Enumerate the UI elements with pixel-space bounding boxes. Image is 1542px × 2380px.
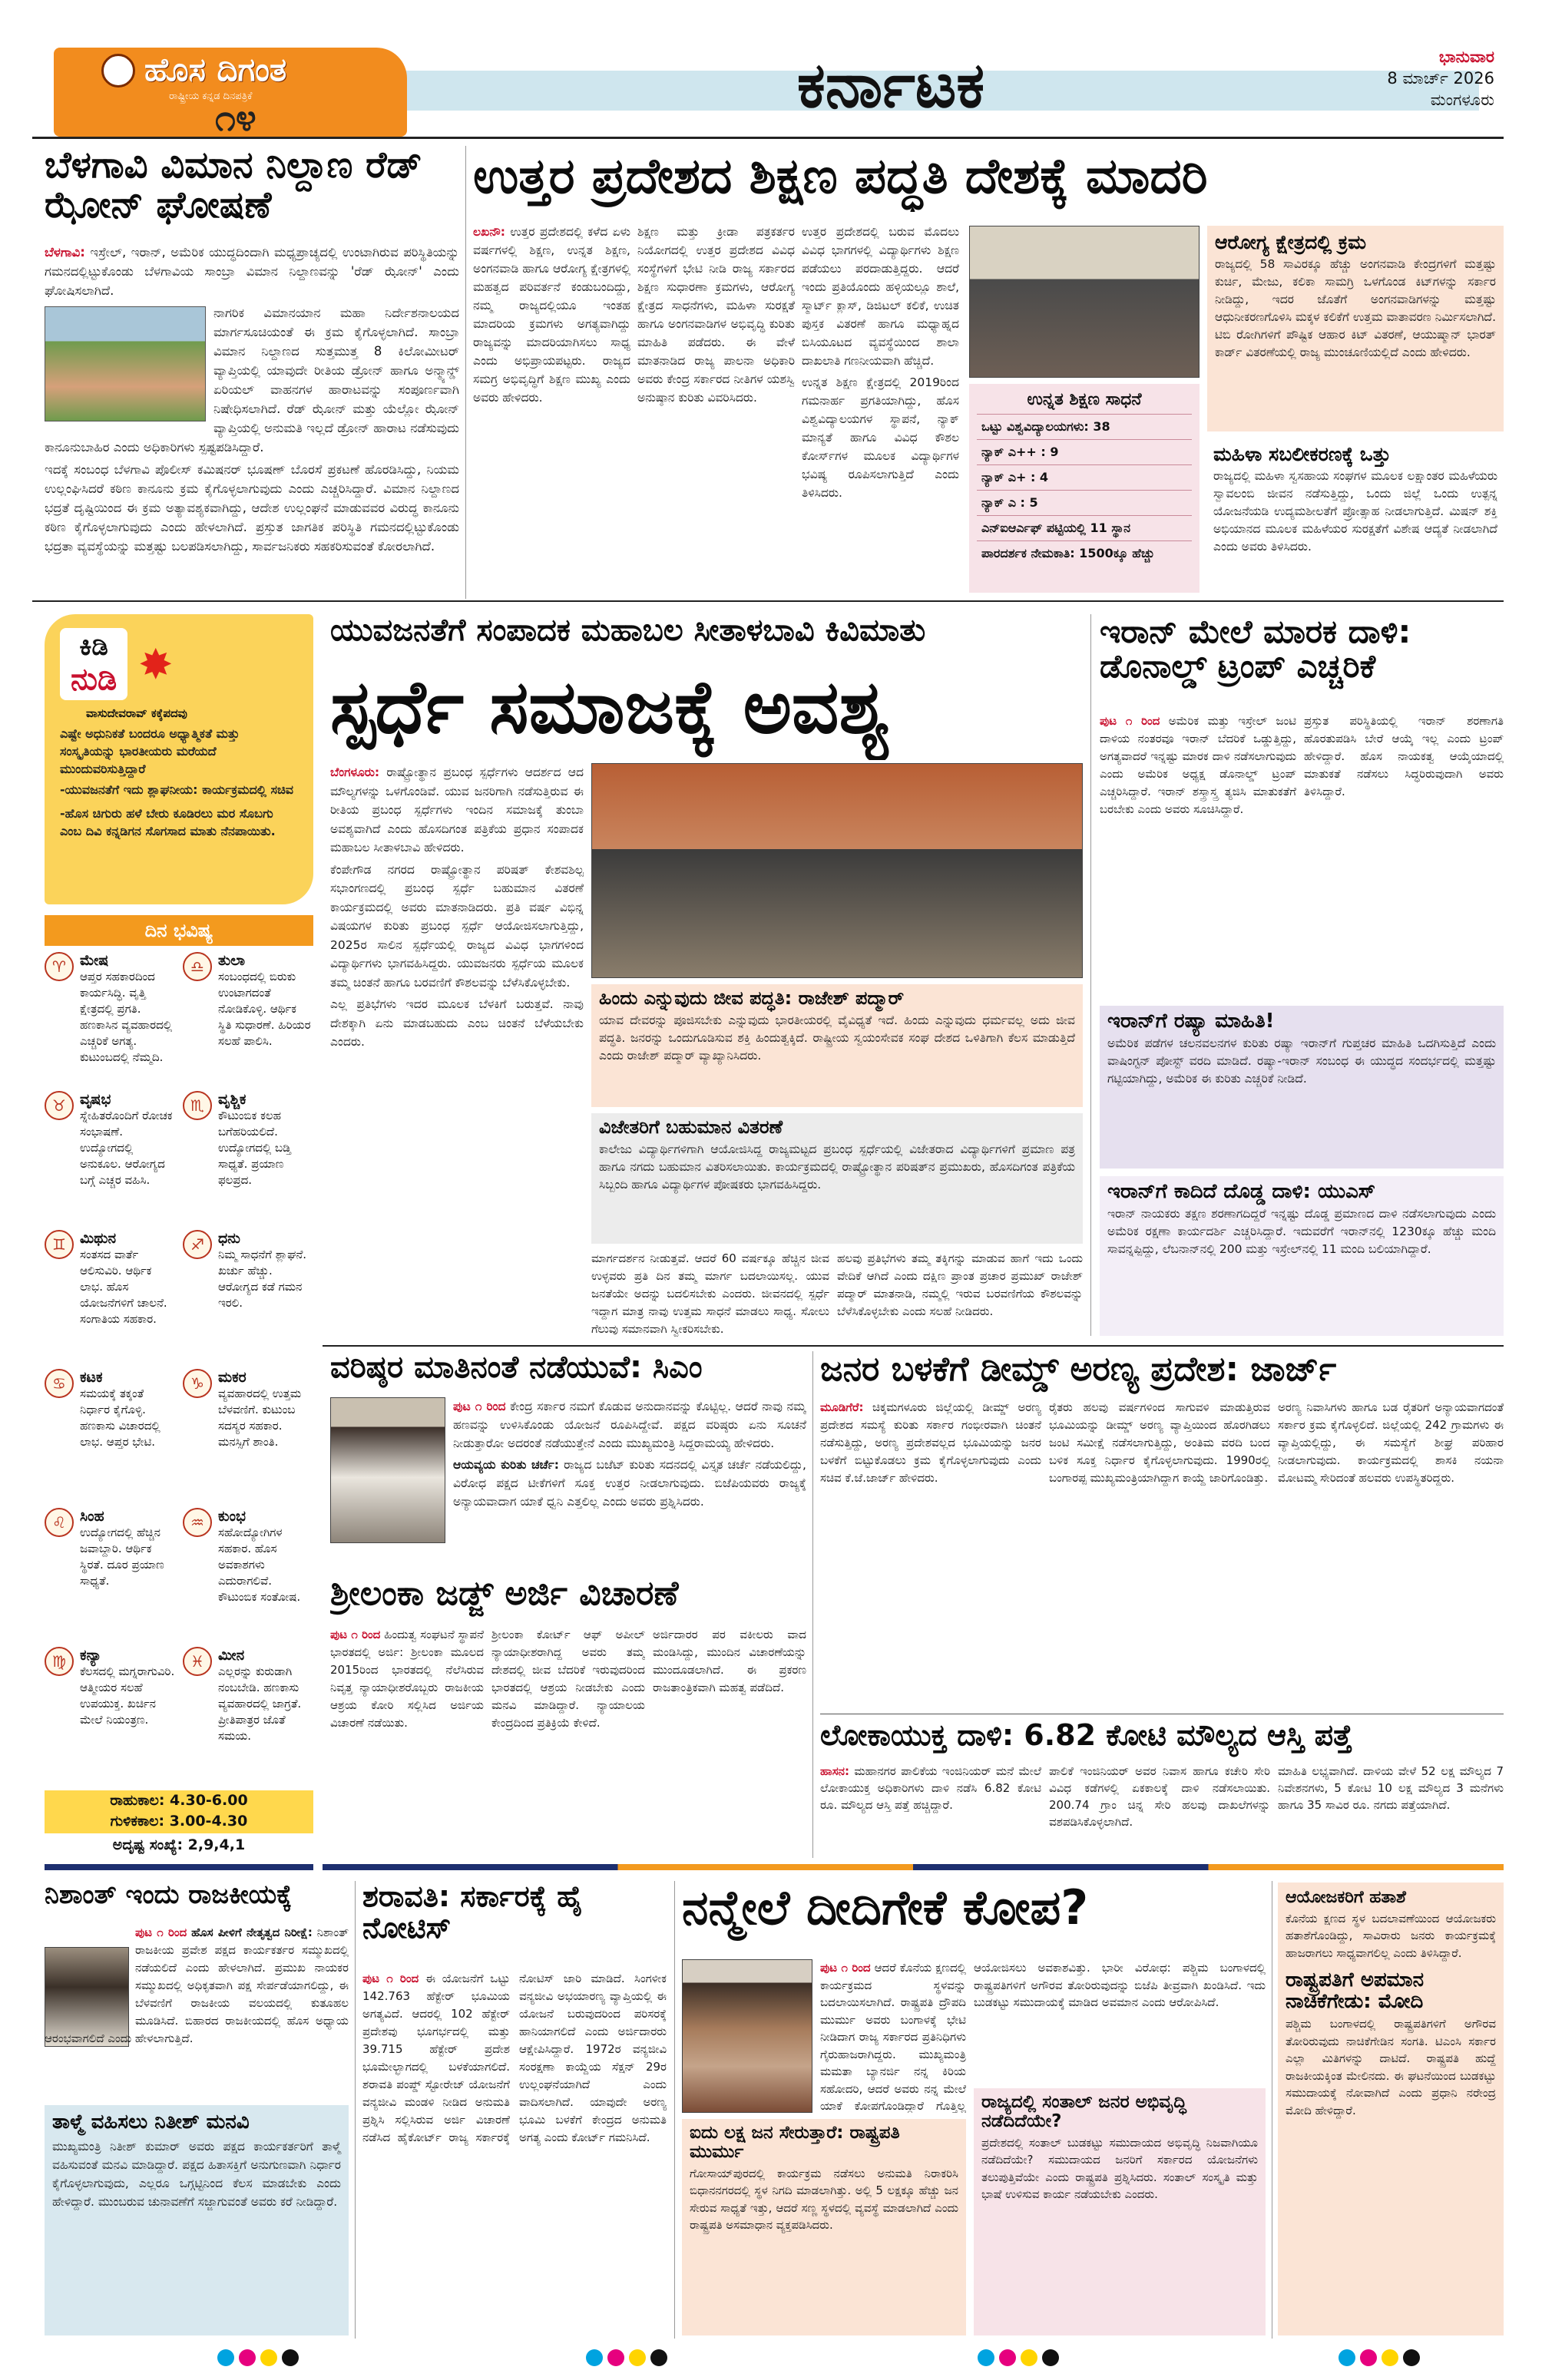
horoscope-sign	[45, 1647, 175, 1786]
up-delegation-photo	[969, 226, 1200, 378]
sparde-c1b: ಕೆಂಪೇಗೌಡ ನಗರದ ರಾಷ್ಟ್ರೋತ್ಥಾನ ಪರಿಷತ್ ಕೇಶವಶಿಲ್ಪ ಸಭಾಂಗಣದಲ್ಲಿ ಪ್ರಬಂಧ ಸ್ಪರ್ಧೆ ಬಹುಮಾನ ವಿತರಣೆ ಕಾರ್ಯಕ್ರಮದಲ್ಲಿ ಅವರು ಮಾತನಾಡಿದರು. ಪ್ರತಿ ವರ್ಷ ವಿಭಿನ್ನ ವಿಷಯಗಳ ಕುರಿತು ಪ್ರಬಂಧ ಸ್ಪರ್ಧೆ ಆಯೋಜಿಸಲಾಗುತ್ತಿದ್ದು, 2025ರ ಸಾಲಿನ ಸ್ಪರ್ಧೆಯಲ್ಲಿ ರಾಜ್ಯದ ವಿವಿಧ ಭಾಗಗಳಿಂದ ವಿದ್ಯಾರ್ಥಿಗಳು ಭಾಗವಹಿಸಿದ್ದರು. ಯುವಜನರು ಸ್ಪರ್ಧೆಯ ಮೂಲಕ ತಮ್ಮ ಚಿಂತನೆ ಹಾಗೂ ಬರವಣಿಗೆ ಕೌಶಲವನ್ನು ಬೆಳೆಸಿಕೊಳ್ಳಬೇಕು.	[330, 862, 584, 990]
up-stats-list	[977, 414, 1192, 566]
forest-col2: ರೈತರು ಹಲವು ವರ್ಷಗಳಿಂದ ಸಾಗುವಳಿ ಮಾಡುತ್ತಿರುವ ಭೂಮಿಯನ್ನು ಡೀಮ್ಡ್ ಅರಣ್ಯ ವ್ಯಾಪ್ತಿಯಿಂದ ಹೊರಗಿಡಲು ಜಂಟಿ ಸಮೀಕ್ಷೆ ನಡೆಸಲಾಗುತ್ತಿದ್ದು, ಅಂತಿಮ ವರದಿ ಬಂದ ಬಳಿಕ ಸೂಕ್ತ ನಿರ್ಧಾರ ಕೈಗೊಳ್ಳಲಾಗುವುದು. 1990ರಲ್ಲಿ ಬಂಗಾರಪ್ಪ ಮುಖ್ಯಮಂತ್ರಿಯಾಗಿದ್ದಾಗ ಕಾಯ್ದೆ ಜಾರಿಗೊಂಡಿತ್ತು.	[1049, 1400, 1270, 1485]
sign-name: ವೃಷಭ	[80, 1091, 111, 1108]
iran-c2: ಪ್ರಸ್ತುತ ಪರಿಸ್ಥಿತಿಯಲ್ಲಿ ಇರಾನ್ ಶರಣಾಗತಿ ಹೊರತುಪಡಿಸಿ ಬೇರೆ ಆಯ್ಕೆ ಇಲ್ಲ ಎಂದು ಟ್ರಂಪ್ ಹೇಳಿದ್ದಾರೆ. ಹೊಸ ನಾಯಕತ್ವ ಆಯ್ಕೆಯಾದಲ್ಲಿ ಮಾತುಕತೆ ನಡೆಸಲು ಸಿದ್ಧರಿರುವುದಾಗಿ ಅವರು ತಿಳಿಸಿದ್ದಾರೆ.	[1304, 714, 1504, 798]
sign-text: ಕೌಟುಂಬಿಕ ಕಲಹ ಬಗೆಹರಿಯಲಿದೆ. ಉದ್ಯೋಗದಲ್ಲಿ ಬಡ್ತಿ ಸಾಧ್ಯತೆ. ಪ್ರಯಾಣ ಫಲಪ್ರದ.	[218, 1109, 291, 1187]
kopa-col1	[820, 1959, 966, 2113]
health-body: ರಾಜ್ಯದಲ್ಲಿ 58 ಸಾವಿರಕ್ಕೂ ಹೆಚ್ಚು ಅಂಗನವಾಡಿ ಕೇಂದ್ರಗಳಿಗೆ ಮತ್ತಷ್ಟು ಕುರ್ಚಿ, ಮೇಜು, ಕಲಿಕಾ ಸಾಮಗ್ರಿ ಒಳಗೊಂಡ ಕಿಟ್‌ಗಳನ್ನು ಸರ್ಕಾರ ನೀಡಿದ್ದು, ಇದರ ಜೊತೆಗೆ ಅಂಗನವಾಡಿಗಳನ್ನು ಮತ್ತಷ್ಟು ಆಧುನೀಕರಣಗೊಳಿಸಿ ಮಕ್ಕಳ ಕಲಿಕೆಗೆ ಉತ್ತಮ ವಾತಾವರಣ ನಿರ್ಮಿಸಲಾಗಿದೆ. ಟಿಬಿ ರೋಗಿಗಳಿಗೆ ಪೌಷ್ಟಿಕ ಆಹಾರ ಕಿಟ್ ವಿತರಣೆ, ಆಯುಷ್ಮಾನ್ ಭಾರತ್ ಕಾರ್ಡ್ ವಿತರಣೆಯಲ್ಲಿ ರಾಜ್ಯ ಮುಂಚೂಣಿಯಲ್ಲಿದೆ ಎಂದು ಹೇಳಿದರು.	[1215, 257, 1496, 359]
horoscope-sign	[45, 1091, 175, 1230]
up-c1: ಉತ್ತರ ಪ್ರದೇಶದಲ್ಲಿ ಕಳೆದ ಏಳು ವರ್ಷಗಳಲ್ಲಿ ಶಿಕ್ಷಣ, ಉನ್ನತ ಶಿಕ್ಷಣ, ಅಂಗನವಾಡಿ ಹಾಗೂ ಆರೋಗ್ಯ ಕ್ಷೇತ್ರಗಳಲ್ಲಿ ಮಹತ್ವದ ಪರಿವರ್ತನೆ ಕಂಡುಬಂದಿದ್ದು, ನಮ್ಮ ರಾಜ್ಯದಲ್ಲಿಯೂ ಇಂತಹ ಮಾದರಿಯ ಕ್ರಮಗಳು ಅಗತ್ಯವಾಗಿದ್ದು ರಾಜ್ಯವನ್ನು ಮಾದರಿಯಾಗಿಸಲು ಸಾಧ್ಯ ಎಂದು ಅಭಿಪ್ರಾಯಪಟ್ಟರು. ರಾಜ್ಯದ ಸಮಗ್ರ ಅಭಿವೃದ್ಧಿಗೆ ಶಿಕ್ಷಣ ಮುಖ್ಯ ಎಂದು ಅವರು ಹೇಳಿದರು.	[473, 225, 630, 405]
iran-c1: ಅಮೆರಿಕ ಮತ್ತು ಇಸ್ರೇಲ್ ಜಂಟಿ ದಾಳಿಯ ನಂತರವೂ ಇರಾನ್ ಬೆದರಿಕೆ ಒಡ್ಡುತ್ತಿದ್ದು, ಅಗತ್ಯವಾದರೆ ಇನ್ನಷ್ಟು ಮಾರಕ ದಾಳಿ ನಡೆಸಲಾಗುವುದು ಎಂದು ಅಮೆರಿಕ ಅಧ್ಯಕ್ಷ ಡೊನಾಲ್ಡ್ ಟ್ರಂಪ್ ಎಚ್ಚರಿಸಿದ್ದಾರೆ. ಇರಾನ್ ಶಸ್ತ್ರಾಸ್ತ್ರ ತ್ಯಜಿಸಿ ಮಾತುಕತೆಗೆ ಬರಬೇಕು ಎಂದು ಅವರು ಸೂಚಿಸಿದ್ದಾರೆ.	[1100, 714, 1296, 816]
sharavathi-body: ಈ ಯೋಜನೆಗೆ ಒಟ್ಟು 142.763 ಹೆಕ್ಟೇರ್ ಭೂಮಿಯ ಅಗತ್ಯವಿದೆ. ಆದರಲ್ಲಿ 102 ಹೆಕ್ಟೇರ್ ಪ್ರದೇಶವು ಭೂಗರ್ಭದಲ್ಲಿ ಮತ್ತು 39.715 ಹೆಕ್ಟೇರ್ ಪ್ರದೇಶ ಭೂಮೇಲ್ಭಾಗದಲ್ಲಿ ಬಳಕೆಯಾಗಲಿದೆ. ಶರಾವತಿ ಪಂಪ್ಡ್ ಸ್ಟೋರೇಜ್ ಯೋಜನೆಗೆ ವನ್ಯಜೀವಿ ಮಂಡಳಿ ನೀಡಿದ ಅನುಮತಿ ಪ್ರಶ್ನಿಸಿ ಸಲ್ಲಿಸಿರುವ ಅರ್ಜಿ ವಿಚಾರಣೆ ನಡೆಸಿದ ಹೈಕೋರ್ಟ್ ರಾಜ್ಯ ಸರ್ಕಾರಕ್ಕೆ ನೋಟಿಸ್ ಜಾರಿ ಮಾಡಿದೆ. ಸಿಂಗಳೀಕ ವನ್ಯಜೀವಿ ಅಭಯಾರಣ್ಯ ವ್ಯಾಪ್ತಿಯಲ್ಲಿ ಈ ಯೋಜನೆ ಬರುವುದರಿಂದ ಪರಿಸರಕ್ಕೆ ಹಾನಿಯಾಗಲಿದೆ ಎಂದು ಅರ್ಜಿದಾರರು ಆಕ್ಷೇಪಿಸಿದ್ದಾರೆ. 1972ರ ವನ್ಯಜೀವಿ ಸಂರಕ್ಷಣಾ ಕಾಯ್ದೆಯ ಸೆಕ್ಷನ್ 29ರ ಉಲ್ಲಂಘನೆಯಾಗಿದೆ ಎಂದು ವಾದಿಸಲಾಗಿದೆ. ಯಾವುದೇ ಅರಣ್ಯ ಭೂಮಿ ಬಳಕೆಗೆ ಕೇಂದ್ರದ ಅನುಮತಿ ಅಗತ್ಯ ಎಂದು ಕೋರ್ಟ್ ಗಮನಿಸಿದೆ.	[362, 1972, 667, 2144]
up-stats-box	[969, 384, 1200, 593]
organiser-title1: ಆಯೋಜಕರಿಗೆ ಹತಾಶೆ	[1286, 1888, 1406, 1907]
iran-russia-box	[1100, 1006, 1504, 1169]
registration-dot	[1403, 2349, 1420, 2366]
cm-body2: ರಾಜ್ಯದ ಬಜೆಟ್ ಕುರಿತು ಸದನದಲ್ಲಿ ವಿಸ್ತೃತ ಚರ್ಚೆ ನಡೆಯಲಿದ್ದು, ವಿರೋಧ ಪಕ್ಷದ ಟೀಕೆಗಳಿಗೆ ಸೂಕ್ತ ಉತ್ತರ ನೀಡಲಾಗುವುದು. ಬಿಜೆಪಿಯವರು ರಾಜ್ಯಕ್ಕೆ ಅನ್ಯಾಯವಾದಾಗ ಯಾಕೆ ಧ್ವನಿ ಎತ್ತಲಿಲ್ಲ ಎಂದು ಅವರು ಪ್ರಶ್ನಿಸಿದರು.	[453, 1458, 806, 1509]
up-c2: ಶಿಕ್ಷಣ ಮತ್ತು ಕ್ರೀಡಾ ಪತ್ರಕರ್ತರ ನಿಯೋಗದಲ್ಲಿ ಉತ್ತರ ಪ್ರದೇಶದ ವಿವಿಧ ಸಂಸ್ಥೆಗಳಿಗೆ ಭೇಟಿ ನೀಡಿ ರಾಜ್ಯ ಸರ್ಕಾರದ ಶಿಕ್ಷಣ ಸುಧಾರಣಾ ಕ್ರಮಗಳು, ಆರೋಗ್ಯ ಕ್ಷೇತ್ರದ ಸಾಧನೆಗಳು, ಮಹಿಳಾ ಸುರಕ್ಷತೆ ಹಾಗೂ ಅಂಗನವಾಡಿಗಳ ಅಭಿವೃದ್ಧಿ ಕುರಿತು ಮಾಹಿತಿ ಪಡೆದರು. ಈ ವೇಳೆ ಮಾತನಾಡಿದ ರಾಜ್ಯ ಪಾಲನಾ ಅಧಿಕಾರಿ ಅವರು ಕೇಂದ್ರ ಸರ್ಕಾರದ ನೀತಿಗಳ ಯಶಸ್ವಿ ಅನುಷ್ಠಾನ ಕುರಿತು ವಿವರಿಸಿದರು.	[637, 225, 795, 405]
zodiac-icon: ♌	[45, 1508, 74, 1537]
registration-dot	[1382, 2349, 1398, 2366]
cm-headline: ವರಿಷ್ಠರ ಮಾತಿನಂತೆ ನಡೆಯುವೆ: ಸಿಎಂ	[330, 1351, 703, 1385]
sparde-c1: ರಾಷ್ಟ್ರೋತ್ಥಾನ ಪ್ರಬಂಧ ಸ್ಪರ್ಧೆಗಳು ಆದರ್ಶದ ಆದ ಮೌಲ್ಯಗಳನ್ನು ಒಳಗೊಂಡಿವೆ. ಯುವ ಜನರಿಗಾಗಿ ನಡೆಸುತ್ತಿರುವ ಈ ರೀತಿಯ ಪ್ರಬಂಧ ಸ್ಪರ್ಧೆಗಳು ಇಂದಿನ ಸಮಾಜಕ್ಕೆ ತುಂಬಾ ಅವಶ್ಯವಾಗಿದೆ ಎಂದು ಹೊಸದಿಗಂತ ಪತ್ರಿಕೆಯ ಪ್ರಧಾನ ಸಂಪಾದಕ ಮಹಾಬಲ ಸೀತಾಳಬಾವಿ ಹೇಳಿದರು.	[330, 765, 584, 854]
kidi-title-top: ಕಿಡಿ	[79, 631, 108, 662]
up-stat-item: ಒಟ್ಟು ವಿಶ್ವವಿದ್ಯಾಲಯಗಳು: 38	[977, 414, 1192, 439]
nishanth-body: ನಿಶಾಂತ್ ರಾಜಕೀಯ ಪ್ರವೇಶ ಪಕ್ಷದ ಕಾರ್ಯಕರ್ತರ ಸಮ್ಮುಖದಲ್ಲಿ ನಡೆಯಲಿದೆ ಎಂದು ಹೇಳಲಾಗಿದೆ. ಪ್ರಮುಖ ನಾಯಕರ ಸಮ್ಮುಖದಲ್ಲಿ ಅಧಿಕೃತವಾಗಿ ಪಕ್ಷ ಸೇರ್ಪಡೆಯಾಗಲಿದ್ದು, ಈ ಬೆಳವಣಿಗೆ ರಾಜಕೀಯ ವಲಯದಲ್ಲಿ ಕುತೂಹಲ ಮೂಡಿಸಿದೆ. ಬಿಹಾರದ ರಾಜಕೀಯದಲ್ಲಿ ಹೊಸ ಅಧ್ಯಾಯ ಆರಂಭವಾಗಲಿದೆ ಎಂದು ಹೇಳಲಾಗುತ್ತಿದೆ.	[45, 1925, 349, 2045]
registration-dot	[1042, 2349, 1059, 2366]
forest-dateline: ಮೂಡಿಗೆರೆ:	[820, 1400, 864, 1414]
logo-subtitle: ರಾಷ್ಟ್ರೀಯ ಕನ್ನಡ ದಿನಪತ್ರಿಕೆ	[169, 91, 253, 102]
sign-name: ಮಿಥುನ	[80, 1230, 117, 1247]
city: ಮಂಗಳೂರು	[1430, 91, 1494, 109]
horoscope-sign	[45, 1369, 175, 1508]
forest-headline: ಜನರ ಬಳಕೆಗೆ ಡೀಮ್ಡ್ ಅರಣ್ಯ ಪ್ರದೇಶ: ಜಾರ್ಜ್	[820, 1351, 1337, 1389]
section-colorbar-left	[45, 1864, 313, 1870]
horoscope-grid	[45, 952, 313, 1786]
horoscope-sign	[183, 1508, 313, 1647]
masthead-rule	[32, 137, 1504, 139]
nishanth-pti-mark: ಪುಟ ೧ ರಿಂದ	[135, 1925, 187, 1939]
vertical-divider-sharavathi	[355, 1881, 356, 2339]
sign-name: ತುಲಾ	[218, 952, 246, 969]
organiser-body2: ಪಶ್ಚಿಮ ಬಂಗಾಳದಲ್ಲಿ ರಾಷ್ಟ್ರಪತಿಗಳಿಗೆ ಅಗೌರವ ತೋರಿರುವುದು ನಾಚಿಕೆಗೇಡಿನ ಸಂಗತಿ. ಟಿಎಂಸಿ ಸರ್ಕಾರ ಎಲ್ಲಾ ಮಿತಿಗಳನ್ನು ದಾಟಿದೆ. ರಾಷ್ಟ್ರಪತಿ ಹುದ್ದೆ ರಾಜಕೀಯಕ್ಕಿಂತ ಮೇಲಿನದು. ಈ ಘಟನೆಯಿಂದ ಬುಡಕಟ್ಟು ಸಮುದಾಯಕ್ಕೆ ನೋವಾಗಿದೆ ಎಂದು ಪ್ರಧಾನಿ ನರೇಂದ್ರ ಮೋದಿ ಹೇಳಿದ್ದಾರೆ.	[1286, 2017, 1496, 2117]
rahukala: ರಾಹುಕಾಲ: 4.30-6.00	[110, 1792, 248, 1809]
up-headline: ಉತ್ತರ ಪ್ರದೇಶದ ಶಿಕ್ಷಣ ಪದ್ಧತಿ ದೇಶಕ್ಕೆ ಮಾದರಿ	[473, 150, 1208, 205]
belagavi-dateline: ಬೆಳಗಾವಿ:	[45, 245, 85, 259]
horoscope-sign	[183, 1230, 313, 1369]
president-photo	[682, 1959, 812, 2113]
health-headline: ಆರೋಗ್ಯ ಕ್ಷೇತ್ರದಲ್ಲಿ ಕ್ರಮ	[1215, 231, 1367, 253]
sign-text: ಸಮಯಕ್ಕೆ ತಕ್ಕಂತೆ ನಿರ್ಧಾರ ಕೈಗೊಳ್ಳಿ. ಹಣಕಾಸು ವಿಚಾರದಲ್ಲಿ ಲಾಭ. ಆಪ್ತರ ಭೇಟಿ.	[80, 1387, 160, 1449]
horoscope-sign	[45, 952, 175, 1091]
kopa-sub1-body: ಗೋಸಾಯ್‌ಪುರದಲ್ಲಿ ಕಾರ್ಯಕ್ರಮ ನಡೆಸಲು ಅನುಮತಿ ನಿರಾಕರಿಸಿ ಬಿಧಾನನಗರದಲ್ಲಿ ಸ್ಥಳ ನಿಗದಿ ಮಾಡಲಾಗಿತ್ತು. ಅಲ್ಲಿ 5 ಲಕ್ಷಕ್ಕೂ ಹೆಚ್ಚು ಜನ ಸೇರುವ ಸಾಧ್ಯತೆ ಇತ್ತು, ಆದರೆ ಸಣ್ಣ ಸ್ಥಳದಲ್ಲಿ ವ್ಯವಸ್ಥೆ ಮಾಡಲಾಗಿದೆ ಎಂದು ರಾಷ್ಟ್ರಪತಿ ಅಸಮಾಧಾನ ವ್ಯಕ್ತಪಡಿಸಿದರು.	[690, 2166, 958, 2233]
kopa-pti-mark: ಪುಟ ೧ ರಿಂದ	[820, 1961, 871, 1975]
kopa-sub2-title: ರಾಜ್ಯದಲ್ಲಿ ಸಂತಾಲ್ ಜನರ ಅಭಿವೃದ್ಧಿ ನಡೆದಿದೆಯೇ?	[981, 2092, 1186, 2131]
up-dateline: ಲಖನೌ:	[473, 225, 505, 239]
gulika: ಗುಳಿಕಕಾಲ: 3.00-4.30	[110, 1813, 248, 1830]
lucky-number: ಅದೃಷ್ಟ ಸಂಖ್ಯೆ: 2,9,4,1	[112, 1836, 246, 1853]
up-col3	[802, 223, 959, 593]
up-stat-item: ನ್ಯಾಕ್ ಎ : 5	[977, 490, 1192, 515]
up-stat-item: ನ್ಯಾಕ್ ಎ++ : 9	[977, 439, 1192, 464]
sign-text: ಸಂತಸದ ವಾರ್ತೆ ಆಲಿಸುವಿರಿ. ಆರ್ಥಿಕ ಲಾಭ. ಹೊಸ ಯೋಜನೆಗಳಿಗೆ ಚಾಲನೆ. ಸಂಗಾತಿಯ ಸಹಕಾರ.	[80, 1248, 167, 1326]
masthead-logo	[54, 48, 407, 137]
registration-dot-group	[975, 2349, 1061, 2369]
kopa-headline: ನನ್ಮೇಲೆ ದೀದಿಗೇಕೆ ಕೋಪ?	[682, 1883, 1089, 1935]
registration-dot	[650, 2349, 667, 2366]
sign-text: ಉದ್ಯೋಗದಲ್ಲಿ ಹೆಚ್ಚಿನ ಜವಾಬ್ದಾರಿ. ಆರ್ಥಿಕ ಸ್ಥಿರತೆ. ದೂರ ಪ್ರಯಾಣ ಸಾಧ್ಯತೆ.	[80, 1526, 164, 1588]
nishanth-sub: ಹೊಸ ಪೀಳಿಗೆ ನೇತೃತ್ವದ ನಿರೀಕ್ಷೆ:	[191, 1925, 313, 1939]
horoscope-sign	[45, 1508, 175, 1647]
registration-dot-group	[1336, 2349, 1422, 2369]
organiser-title2: ರಾಷ್ಟ್ರಪತಿಗೆ ಅಪಮಾನ ನಾಚಿಕೆಗೇಡು: ಮೋದಿ	[1286, 1968, 1425, 2014]
kopa-c1: ಆದರೆ ಕೊನೆಯ ಕ್ಷಣದಲ್ಲಿ ಕಾರ್ಯಕ್ರಮದ ಸ್ಥಳವನ್ನು ಬದಲಾಯಿಸಲಾಗಿದೆ. ರಾಷ್ಟ್ರಪತಿ ದ್ರೌಪದಿ ಮುರ್ಮು ಅವರು ಬಂಗಾಳಕ್ಕೆ ಭೇಟಿ ನೀಡಿದಾಗ ರಾಜ್ಯ ಸರ್ಕಾರದ ಪ್ರತಿನಿಧಿಗಳು ಗೈರುಹಾಜರಾಗಿದ್ದರು. ಮುಖ್ಯಮಂತ್ರಿ ಮಮತಾ ಬ್ಯಾನರ್ಜಿ ನನ್ನ ಕಿರಿಯ ಸಹೋದರಿ, ಆದರೆ ಅವರು ನನ್ನ ಮೇಲೆ ಯಾಕೆ ಕೋಪಗೊಂಡಿದ್ದಾರೆ ಗೊತ್ತಿಲ್ಲ	[820, 1961, 966, 2113]
horoscope-sign	[45, 1230, 175, 1369]
kidi-nudi-box	[45, 614, 313, 904]
up-c3b: ಉನ್ನತ ಶಿಕ್ಷಣ ಕ್ಷೇತ್ರದಲ್ಲಿ 2019ರಿಂದ ಗಮನಾರ್ಹ ಪ್ರಗತಿಯಾಗಿದ್ದು, ಹೊಸ ವಿಶ್ವವಿದ್ಯಾಲಯಗಳ ಸ್ಥಾಪನೆ, ನ್ಯಾಕ್ ಮಾನ್ಯತೆ ಹಾಗೂ ವಿವಿಧ ಕೌಶಲ ಕೋರ್ಸ್‌ಗಳ ಮೂಲಕ ವಿದ್ಯಾರ್ಥಿಗಳ ಭವಿಷ್ಯ ರೂಪಿಸಲಾಗುತ್ತಿದೆ ಎಂದು ತಿಳಿಸಿದರು.	[802, 375, 959, 500]
organiser-box	[1278, 1883, 1504, 2335]
iran-russia-body: ಅಮೆರಿಕ ಪಡೆಗಳ ಚಲನವಲನಗಳ ಕುರಿತು ರಷ್ಯಾ ಇರಾನ್‌ಗೆ ಗುಪ್ತಚರ ಮಾಹಿತಿ ಒದಗಿಸುತ್ತಿದೆ ಎಂದು ವಾಷಿಂಗ್ಟನ್ ಪೋಸ್ಟ್ ವರದಿ ಮಾಡಿದೆ. ರಷ್ಯಾ-ಇರಾನ್ ಸಂಬಂಧ ಈ ಯುದ್ಧದ ಸಂದರ್ಭದಲ್ಲಿ ಮತ್ತಷ್ಟು ಗಟ್ಟಿಯಾಗಿದ್ದು, ಅಮೆರಿಕ ಈ ಕುರಿತು ಎಚ್ಚರಿಕೆ ನೀಡಿದೆ.	[1107, 1036, 1496, 1086]
kidi-quote1: ಎಷ್ಟೇ ಅಧುನಿಕತೆ ಬಂದರೂ ಅಧ್ಯಾತ್ಮಿಕತೆ ಮತ್ತು ಸಂಸ್ಕೃತಿಯನ್ನು ಭಾರತೀಯರು ಮರೆಯದೆ ಮುಂದುವರಿಸುತ್ತಿದ್ದಾರೆ	[60, 726, 240, 776]
lokayukta-col3: ಮಾಹಿತಿ ಲಭ್ಯವಾಗಿದೆ. ದಾಳಿಯ ವೇಳೆ 52 ಲಕ್ಷ ಮೌಲ್ಯದ 7 ನಿವೇಶನಗಳು, 5 ಕೋಟಿ 10 ಲಕ್ಷ ಮೌಲ್ಯದ 3 ಮನೆಗಳು ಹಾಗೂ 35 ಸಾವಿರ ರೂ. ನಗದು ಪತ್ತೆಯಾಗಿದೆ.	[1278, 1764, 1504, 1812]
sparde-prize-box	[591, 1113, 1083, 1244]
logo-title: ಹೊಸ ದಿಗಂತ	[144, 51, 287, 88]
forest-col1	[820, 1399, 1041, 1709]
zodiac-icon: ♍	[45, 1647, 74, 1676]
women-box	[1207, 441, 1504, 593]
belagavi-p1: ಇಸ್ರೇಲ್, ಇರಾನ್, ಅಮೆರಿಕ ಯುದ್ಧದಿಂದಾಗಿ ಮಧ್ಯಪ್ರಾಚ್ಯದಲ್ಲಿ ಉಂಟಾಗಿರುವ ಪರಿಸ್ಥಿತಿಯನ್ನು ಗಮನದಲ್ಲಿಟ್ಟುಕೊಂಡು ಬೆಳಗಾವಿಯ ಸಾಂಬ್ರಾ ವಿಮಾನ ನಿಲ್ದಾಣವನ್ನು 'ರೆಡ್ ಝೋನ್' ಎಂದು ಘೋಷಿಸಲಾಗಿದೆ.	[45, 245, 459, 298]
rule-mid	[323, 1345, 1504, 1347]
organiser-body1: ಕೊನೆಯ ಕ್ಷಣದ ಸ್ಥಳ ಬದಲಾವಣೆಯಿಂದ ಆಯೋಜಕರು ಹತಾಶೆಗೊಂಡಿದ್ದು, ಸಾವಿರಾರು ಜನರು ಕಾರ್ಯಕ್ರಮಕ್ಕೆ ಹಾಜರಾಗಲು ಸಾಧ್ಯವಾಗಲಿಲ್ಲ ಎಂದು ತಿಳಿಸಿದ್ದಾರೆ.	[1286, 1911, 1496, 1960]
iran-headline: ಇರಾನ್ ಮೇಲೆ ಮಾರಕ ದಾಳಿ: ಡೊನಾಲ್ಡ್ ಟ್ರಂಪ್ ಎಚ್ಚರಿಕೆ	[1100, 614, 1411, 686]
forest-c1: ಚಿಕ್ಕಮಗಳೂರು ಜಿಲ್ಲೆಯಲ್ಲಿ ಡೀಮ್ಡ್ ಅರಣ್ಯ ಪ್ರದೇಶದ ಸಮಸ್ಯೆ ಕುರಿತು ಸರ್ಕಾರ ಗಂಭೀರವಾಗಿ ಚಿಂತನೆ ನಡೆಸುತ್ತಿದ್ದು, ಅರಣ್ಯ ಪ್ರದೇಶವಲ್ಲದ ಭೂಮಿಯನ್ನು ಜನರ ಬಳಕೆಗೆ ಬಿಟ್ಟುಕೊಡಲು ಕ್ರಮ ಕೈಗೊಳ್ಳಲಾಗುವುದು ಎಂದು ಸಚಿವ ಕೆ.ಜೆ.ಜಾರ್ಜ್ ಹೇಳಿದರು.	[820, 1400, 1041, 1485]
up-col1	[473, 223, 630, 593]
women-headline: ಮಹಿಳಾ ಸಬಲೀಕರಣಕ್ಕೆ ಒತ್ತು	[1213, 443, 1391, 465]
horoscope-sign	[183, 1369, 313, 1508]
health-box	[1207, 226, 1504, 431]
zodiac-icon: ♒	[183, 1508, 212, 1537]
kopa-sub2-body: ಪ್ರದೇಶದಲ್ಲಿ ಸಂತಾಲ್ ಬುಡಕಟ್ಟು ಸಮುದಾಯದ ಅಭಿವೃದ್ಧಿ ನಿಜವಾಗಿಯೂ ನಡೆದಿದೆಯೇ? ಸಮುದಾಯದ ಜನರಿಗೆ ಸರ್ಕಾರದ ಯೋಜನೆಗಳು ತಲುಪುತ್ತಿವೆಯೇ ಎಂದು ರಾಷ್ಟ್ರಪತಿ ಪ್ರಶ್ನಿಸಿದರು. ಸಂತಾಲ್ ಸಂಸ್ಕೃತಿ ಮತ್ತು ಭಾಷೆ ಉಳಿಸುವ ಕಾರ್ಯ ನಡೆಯಬೇಕು ಎಂದರು.	[981, 2135, 1258, 2202]
kidi-title-bottom: ನುಡಿ	[71, 662, 117, 697]
up-stat-item: ಎನ್ಐಆರ್ಎಫ್ ಪಟ್ಟಿಯಲ್ಲಿ 11 ಸ್ಥಾನ	[977, 515, 1192, 540]
belagavi-p3: ಇದಕ್ಕೆ ಸಂಬಂಧ ಬೆಳಗಾವಿ ಪೊಲೀಸ್ ಕಮಿಷನರ್ ಭೂಷಣ್ ಬೊರಸೆ ಪ್ರಕಟಣೆ ಹೊರಡಿಸಿದ್ದು, ನಿಯಮ ಉಲ್ಲಂಘಿಸಿದರೆ ಕಠಿಣ ಕಾನೂನು ಕ್ರಮ ಕೈಗೊಳ್ಳಲಾಗುವುದು ಎಂದು ಎಚ್ಚರಿಸಿದ್ದಾರೆ. ವಿಮಾನ ನಿಲ್ದಾಣದ ಭದ್ರತೆ ದೃಷ್ಟಿಯಿಂದ ಈ ಕ್ರಮ ಅತ್ಯಾವಶ್ಯಕವಾಗಿದ್ದು, ಆದೇಶ ಉಲ್ಲಂಘನೆ ಮಾಡುವವರ ವಿರುದ್ಧ ಕಾನೂನು ಕಠಿಣ ಕೈಗೊಳ್ಳಲಾಗುವುದು ಎಂದು ಹೇಳಲಾಗಿದೆ. ಪ್ರಸ್ತುತ ಜಾಗತಿಕ ಪರಿಸ್ಥಿತಿ ಗಮನದಲ್ಲಿಟ್ಟುಕೊಂಡು ಭದ್ರತಾ ವ್ಯವಸ್ಥೆಯನ್ನು ಮತ್ತಷ್ಟು ಬಲಪಡಿಸಲಾಗಿದ್ದು, ಸಾರ್ವಜನಿಕರು ಸಹಕರಿಸುವಂತೆ ಕೋರಲಾಗಿದೆ.	[45, 462, 459, 554]
cm-pti-mark: ಪುಟ ೧ ರಿಂದ	[453, 1400, 506, 1413]
zodiac-icon: ♏	[183, 1091, 212, 1120]
registration-dot	[239, 2349, 256, 2366]
cm-body-block	[453, 1397, 806, 1569]
vertical-divider-kopa	[674, 1881, 675, 2339]
kidi-author: ವಾಸುದೇವರಾವ್ ಕಕ್ಕೆಪದವು	[86, 706, 187, 720]
sign-text: ವ್ಯವಹಾರದಲ್ಲಿ ಉತ್ತಮ ಬೆಳವಣಿಗೆ. ಕುಟುಂಬ ಸದಸ್ಯರ ಸಹಕಾರ. ಮನಸ್ಸಿಗೆ ಶಾಂತಿ.	[218, 1387, 302, 1449]
sign-name: ಕನ್ಯಾ	[80, 1647, 102, 1664]
registration-dot	[282, 2349, 299, 2366]
belagavi-p2: ನಾಗರಿಕ ವಿಮಾನಯಾನ ಮಹಾ ನಿರ್ದೇಶನಾಲಯದ ಮಾರ್ಗಸೂಚಿಯಂತೆ ಈ ಕ್ರಮ ಕೈಗೊಳ್ಳಲಾಗಿದೆ. ಸಾಂಬ್ರಾ ವಿಮಾನ ನಿಲ್ದಾಣದ ಸುತ್ತಮುತ್ತ 8 ಕಿಲೋಮೀಟರ್ ವ್ಯಾಪ್ತಿಯಲ್ಲಿ ಯಾವುದೇ ರೀತಿಯ ಡ್ರೋನ್ ಹಾಗೂ ಅನ್ಮ್ಯಾನ್ಡ್ ಏರಿಯಲ್ ವಾಹನಗಳ ಹಾರಾಟವನ್ನು ಸಂಪೂರ್ಣವಾಗಿ ನಿಷೇಧಿಸಲಾಗಿದೆ. ರೆಡ್ ಝೋನ್ ಮತ್ತು ಯೆಲ್ಲೋ ಝೋನ್ ವ್ಯಾಪ್ತಿಯಲ್ಲಿ ಅನುಮತಿ ಇಲ್ಲದೆ ಡ್ರೋನ್ ಹಾರಾಟ ನಡೆಸುವುದು ಕಾನೂನುಬಾಹಿರ ಎಂದು ಅಧಿಕಾರಿಗಳು ಸ್ಪಷ್ಟಪಡಿಸಿದ್ದಾರೆ.	[45, 306, 459, 455]
registration-dot	[586, 2349, 603, 2366]
srilanka-pti-mark: ಪುಟ ೧ ರಿಂದ	[330, 1628, 381, 1641]
zodiac-icon: ♈	[45, 952, 74, 981]
registration-dot	[1360, 2349, 1377, 2366]
sign-text: ಆಪ್ತರ ಸಹಕಾರದಿಂದ ಕಾರ್ಯಸಿದ್ಧಿ. ವೃತ್ತಿ ಕ್ಷೇತ್ರದಲ್ಲಿ ಪ್ರಗತಿ. ಹಣಕಾಸಿನ ವ್ಯವಹಾರದಲ್ಲಿ ಎಚ್ಚರಿಕೆ ಅಗತ್ಯ. ಕುಟುಂಬದಲ್ಲಿ ನೆಮ್ಮದಿ.	[80, 970, 173, 1064]
belagavi-article	[45, 243, 459, 593]
kidi-quote2: -ಹೊಸ ಚಿಗುರು ಹಳೆ ಬೇರು ಕೂಡಿರಲು ಮರ ಸೊಬಗು ಎಂಬ ದಿವಿ ಕನ್ನಡಿಗನ ಸೊಗಸಾದ ಮಾತು ನೆನಪಾಯಿತು.	[60, 806, 276, 838]
kopa-sub1-box	[682, 2119, 966, 2335]
registration-marks	[0, 2343, 1542, 2374]
kopa-col2: ಆಯೋಜಿಸಲು ಅವಕಾಶವಿತ್ತು. ಭಾರೀ ವಿರೋಧ: ಪಶ್ಚಿಮ ಬಂಗಾಳದಲ್ಲಿ ರಾಷ್ಟ್ರಪತಿಗಳಿಗೆ ಅಗೌರವ ತೋರಿರುವುದನ್ನು ಬಿಜೆಪಿ ತೀವ್ರವಾಗಿ ಖಂಡಿಸಿದೆ. ಇದು ಬುಡಕಟ್ಟು ಸಮುದಾಯಕ್ಕೆ ಮಾಡಿದ ಅವಮಾನ ಎಂದು ಆರೋಪಿಸಿದೆ.	[974, 1961, 1266, 2009]
registration-dot	[629, 2349, 646, 2366]
sparde-kicker: ಯುವಜನತೆಗೆ ಸಂಪಾದಕ ಮಹಾಬಲ ಸೀತಾಳಬಾವಿ ಕಿವಿಮಾತು	[330, 614, 926, 648]
rule-top-section	[32, 600, 1504, 602]
sign-name: ಧನು	[218, 1230, 240, 1247]
nishanth-body-block	[45, 1924, 349, 2102]
sign-name: ಕುಂಭ	[218, 1508, 246, 1525]
up-stat-item: ನ್ಯಾಕ್ ಎ+ : 4	[977, 464, 1192, 490]
lotus-emblem-icon	[101, 54, 135, 88]
kopa-sub1-title: ಐದು ಲಕ್ಷ ಜನ ಸೇರುತ್ತಾರೆ: ರಾಷ್ಟ್ರಪತಿ ಮುರ್ಮು	[690, 2123, 900, 2162]
sparde-col2-text: ಮಾರ್ಗದರ್ಶನ ನೀಡುತ್ತವೆ. ಆದರೆ 60 ವರ್ಷಕ್ಕೂ ಹೆಚ್ಚಿನ ಜೀವ ಉಳ್ಳವರು ಪ್ರತಿ ದಿನ ತಮ್ಮ ಮಾರ್ಗ ಬದಲಾಯಿಸಲ್ಲ. ಯುವ ಜನತೆಯೇ ಅದನ್ನು ಬದಲಿಸಬೇಕು ಎಂದರು. ಜೀವನದಲ್ಲಿ ಸ್ಪರ್ಧೆ ಇದ್ದಾಗ ಮಾತ್ರ ನಾವು ಉತ್ತಮ ಸಾಧನೆ ಮಾಡಲು ಸಾಧ್ಯ. ಸೋಲು ಗೆಲುವು ಸಮಾನವಾಗಿ ಸ್ವೀಕರಿಸಬೇಕು.	[591, 1251, 829, 1336]
up-stats-title: ಉನ್ನತ ಶಿಕ್ಷಣ ಸಾಧನೆ	[1027, 390, 1142, 409]
registration-dot-group	[584, 2349, 670, 2369]
zodiac-icon: ♐	[183, 1230, 212, 1259]
sparde-prize-body: ಕಾಲೇಜು ವಿದ್ಯಾರ್ಥಿಗಳಿಗಾಗಿ ಆಯೋಜಿಸಿದ್ದ ರಾಜ್ಯಮಟ್ಟದ ಪ್ರಬಂಧ ಸ್ಪರ್ಧೆಯಲ್ಲಿ ವಿಜೇತರಾದ ವಿದ್ಯಾರ್ಥಿಗಳಿಗೆ ಪ್ರಮಾಣ ಪತ್ರ ಹಾಗೂ ನಗದು ಬಹುಮಾನ ವಿತರಿಸಲಾಯಿತು. ಕಾರ್ಯಕ್ರಮದಲ್ಲಿ ರಾಷ್ಟ್ರೋತ್ಥಾನ ಪರಿಷತ್‌ನ ಪ್ರಮುಖರು, ಹೊಸದಿಗಂತ ಪತ್ರಿಕೆಯ ಸಿಬ್ಬಂದಿ ಹಾಗೂ ವಿದ್ಯಾರ್ಥಿಗಳ ಪೋಷಕರು ಭಾಗವಹಿಸಿದ್ದರು.	[599, 1142, 1075, 1192]
forest-col3: ಅರಣ್ಯ ನಿವಾಸಿಗಳು ಹಾಗೂ ಬಡ ರೈತರಿಗೆ ಅನ್ಯಾಯವಾಗದಂತೆ ಸರ್ಕಾರ ಕ್ರಮ ಕೈಗೊಳ್ಳಲಿದೆ. ಜಿಲ್ಲೆಯಲ್ಲಿ 242 ಗ್ರಾಮಗಳು ಈ ವ್ಯಾಪ್ತಿಯಲ್ಲಿದ್ದು, ಈ ಸಮಸ್ಯೆಗೆ ಶೀಘ್ರ ಪರಿಹಾರ ನೀಡಲಾಗುವುದು. ಕಾರ್ಯಕ್ರಮದಲ್ಲಿ ಶಾಸಕಿ ನಯನಾ ಮೋಟಮ್ಮ ಸೇರಿದಂತೆ ಹಲವರು ಉಪಸ್ಥಿತರಿದ್ದರು.	[1278, 1400, 1504, 1485]
lokayukta-col1	[820, 1763, 1041, 1858]
kopa-sub2-box	[974, 2088, 1266, 2335]
horoscope-header: ದಿನ ಭವಿಷ್ಯ	[45, 915, 313, 946]
spark-icon: ✸	[138, 640, 174, 689]
sparde-caption-title: ಹಿಂದು ಎನ್ನುವುದು ಜೀವ ಪದ್ಧತಿ: ರಾಜೇಶ್ ಪದ್ಮಾರ್	[599, 987, 905, 1009]
srilanka-col3: ಅರ್ಜಿದಾರರ ಪರ ವಕೀಲರು ವಾದ ಮಂಡಿಸಿದ್ದು, ಮುಂದಿನ ವಿಚಾರಣೆಯನ್ನು ಮುಂದೂಡಲಾಗಿದೆ. ಈ ಪ್ರಕರಣ ರಾಜತಾಂತ್ರಿಕವಾಗಿ ಮಹತ್ವ ಪಡೆದಿದೆ.	[653, 1628, 806, 1694]
page-number: ೧೪	[215, 97, 256, 137]
sparde-prize-title: ವಿಜೇತರಿಗೆ ಬಹುಮಾನ ವಿತರಣೆ	[599, 1116, 783, 1138]
iran-russia-title: ಇರಾನ್‌ಗೆ ರಷ್ಯಾ ಮಾಹಿತಿ!	[1107, 1010, 1275, 1033]
award-ceremony-photo	[591, 763, 1083, 978]
zodiac-icon: ♎	[183, 952, 212, 981]
women-body: ರಾಜ್ಯದಲ್ಲಿ ಮಹಿಳಾ ಸ್ವಸಹಾಯ ಸಂಘಗಳ ಮೂಲಕ ಲಕ್ಷಾಂತರ ಮಹಿಳೆಯರು ಸ್ವಾವಲಂಬಿ ಜೀವನ ನಡೆಸುತ್ತಿದ್ದು, ಒಂದು ಜಿಲ್ಲೆ ಒಂದು ಉತ್ಪನ್ನ ಯೋಜನೆಯಡಿ ಉದ್ಯಮಶೀಲತೆಗೆ ಪ್ರೋತ್ಸಾಹ ನೀಡಲಾಗುತ್ತಿದೆ. ಮಿಷನ್ ಶಕ್ತಿ ಅಭಿಯಾನದ ಮೂಲಕ ಮಹಿಳೆಯರ ಸುರಕ್ಷತೆಗೆ ವಿಶೇಷ ಆದ್ಯತೆ ನೀಡಲಾಗಿದೆ ಎಂದು ಅವರು ತಿಳಿಸಿದರು.	[1213, 469, 1497, 554]
sharavathi-headline: ಶರಾವತಿ: ಸರ್ಕಾರಕ್ಕೆ ಹೈ ನೋಟಿಸ್	[362, 1881, 584, 1945]
belagavi-headline: ಬೆಳಗಾವಿ ವಿಮಾನ ನಿಲ್ದಾಣ ರೆಡ್ ಝೋನ್ ಘೋಷಣೆ	[45, 146, 422, 226]
vertical-divider-iran	[1090, 614, 1091, 1336]
iran-pti-mark: ಪುಟ ೧ ರಿಂದ	[1100, 714, 1160, 728]
vertical-divider-forest	[812, 1351, 813, 1858]
zodiac-icon: ♊	[45, 1230, 74, 1259]
up-col2	[637, 223, 795, 593]
horoscope-timings	[45, 1790, 313, 1833]
iran-col1	[1100, 712, 1296, 998]
sign-text: ಸಹೋದ್ಯೋಗಿಗಳ ಸಹಕಾರ. ಹೊಸ ಅವಕಾಶಗಳು ಎದುರಾಗಲಿವೆ. ಕೌಟುಂಬಿಕ ಸಂತೋಷ.	[218, 1526, 301, 1604]
sparde-headline: ಸ್ಪರ್ಧೆ ಸಮಾಜಕ್ಕೆ ಅವಶ್ಯ	[330, 668, 890, 750]
sign-name: ವೃಶ್ಚಿಕ	[218, 1091, 247, 1108]
sparde-caption-box	[591, 984, 1083, 1107]
zodiac-icon: ♓	[183, 1647, 212, 1676]
registration-dot	[607, 2349, 624, 2366]
sparde-c1c: ಎಲ್ಲ ಪ್ರತಿಭೆಗಳು ಇದರ ಮೂಲಕ ಬೆಳಕಿಗೆ ಬರುತ್ತವೆ. ನಾವು ದೇಶಕ್ಕಾಗಿ ಏನು ಮಾಡಬಹುದು ಎಂಬ ಚಿಂತನೆ ಬೆಳೆಯಬೇಕು ಎಂದರು.	[330, 997, 584, 1049]
registration-dot	[1021, 2349, 1037, 2366]
srilanka-c1: ಹಿಂದುತ್ವ ಸಂಘಟನೆ ಸ್ಥಾಪನೆ ಭಾರತದಲ್ಲಿ ಅರ್ಜಿ: ಶ್ರೀಲಂಕಾ ಮೂಲದ 2015ರಿಂದ ಭಾರತದಲ್ಲಿ ನೆಲೆಸಿರುವ ನಿವೃತ್ತ ನ್ಯಾಯಾಧೀಶರೊಬ್ಬರು ರಾಜಕೀಯ ಆಶ್ರಯ ಕೋರಿ ಸಲ್ಲಿಸಿದ ಅರ್ಜಿಯ ವಿಚಾರಣೆ ನಡೆಯಿತು.	[330, 1628, 484, 1730]
cm-photo	[330, 1397, 445, 1543]
sparde-dateline: ಬೆಂಗಳೂರು:	[330, 765, 380, 779]
nitish-body: ಮುಖ್ಯಮಂತ್ರಿ ನಿತೀಶ್ ಕುಮಾರ್ ಅವರು ಪಕ್ಷದ ಕಾರ್ಯಕರ್ತರಿಗೆ ತಾಳ್ಮೆ ವಹಿಸುವಂತೆ ಮನವಿ ಮಾಡಿದ್ದಾರೆ. ಪಕ್ಷದ ಹಿತಾಸಕ್ತಿಗೆ ಅನುಗುಣವಾಗಿ ನಿರ್ಧಾರ ಕೈಗೊಳ್ಳಲಾಗುವುದು, ಎಲ್ಲರೂ ಒಗ್ಗಟ್ಟಿನಿಂದ ಕೆಲಸ ಮಾಡಬೇಕು ಎಂದು ಹೇಳಿದ್ದಾರೆ. ಮುಂಬರುವ ಚುನಾವಣೆಗೆ ಸಜ್ಜಾಗುವಂತೆ ಅವರು ಕರೆ ನೀಡಿದ್ದಾರೆ.	[52, 2140, 341, 2210]
nitish-title: ತಾಳ್ಮೆ ವಹಿಸಲು ನಿತೀಶ್ ಮನವಿ	[52, 2111, 250, 2134]
zodiac-icon: ♋	[45, 1369, 74, 1398]
up-c3: ಉತ್ತರ ಪ್ರದೇಶದಲ್ಲಿ ಬರುವ ಮೊದಲು ವಿವಿಧ ಭಾಗಗಳಲ್ಲಿ ವಿದ್ಯಾರ್ಥಿಗಳು ಶಿಕ್ಷಣ ಪಡೆಯಲು ಪರದಾಡುತ್ತಿದ್ದರು. ಆದರೆ ಇಂದು ಪ್ರತಿಯೊಂದು ಹಳ್ಳಿಯಲ್ಲೂ ಶಾಲೆ, ಸ್ಮಾರ್ಟ್ ಕ್ಲಾಸ್, ಡಿಜಿಟಲ್ ಕಲಿಕೆ, ಉಚಿತ ಪುಸ್ತಕ ವಿತರಣೆ ಹಾಗೂ ಮಧ್ಯಾಹ್ನದ ಬಿಸಿಯೂಟದ ವ್ಯವಸ್ಥೆಯಿಂದ ಶಾಲಾ ದಾಖಲಾತಿ ಗಣನೀಯವಾಗಿ ಹೆಚ್ಚಿದೆ.	[802, 225, 959, 368]
cm-body: ಕೇಂದ್ರ ಸರ್ಕಾರ ನಮಗೆ ಕೊಡುವ ಅನುದಾನವನ್ನು ಕೊಟ್ಟಿಲ್ಲ. ಆದರೆ ನಾವು ನಮ್ಮ ಹಣವನ್ನು ಉಳಿಸಿಕೊಂಡು ಯೋಜನೆ ರೂಪಿಸಿದ್ದೇವೆ. ಪಕ್ಷದ ವರಿಷ್ಠರು ಏನು ಸೂಚನೆ ನೀಡುತ್ತಾರೋ ಅದರಂತೆ ನಡೆಯುತ್ತೇನೆ ಎಂದು ಮುಖ್ಯಮಂತ್ರಿ ಸಿದ್ದರಾಮಯ್ಯ ಹೇಳಿದರು.	[453, 1400, 806, 1450]
sign-name: ಮೇಷ	[80, 952, 109, 969]
day: ಭಾನುವಾರ	[1438, 48, 1494, 66]
sign-text: ಎಲ್ಲರನ್ನು ಕುರುಡಾಗಿ ನಂಬಬೇಡಿ. ಹಣಕಾಸು ವ್ಯವಹಾರದಲ್ಲಿ ಜಾಗ್ರತೆ. ಪ್ರೀತಿಪಾತ್ರರ ಜೊತೆ ಸಮಯ.	[218, 1664, 302, 1743]
srilanka-col2: ಶ್ರೀಲಂಕಾ ಕೋರ್ಟ್ ಆಫ್ ಅಪೀಲ್ ನ್ಯಾಯಾಧೀಶರಾಗಿದ್ದ ಅವರು ತಮ್ಮ ದೇಶದಲ್ಲಿ ಜೀವ ಬೆದರಿಕೆ ಇರುವುದರಿಂದ ಭಾರತದಲ್ಲಿ ಆಶ್ರಯ ನೀಡಬೇಕು ಎಂದು ಮನವಿ ಮಾಡಿದ್ದಾರೆ. ನ್ಯಾಯಾಲಯ ಕೇಂದ್ರದಿಂದ ಪ್ರತಿಕ್ರಿಯೆ ಕೇಳಿದೆ.	[491, 1628, 645, 1730]
horoscope-sign	[183, 952, 313, 1091]
registration-dot	[217, 2349, 234, 2366]
srilanka-headline: ಶ್ರೀಲಂಕಾ ಜಡ್ಜ್ ಅರ್ಜಿ ವಿಚಾರಣೆ	[330, 1575, 679, 1613]
date: 8 ಮಾರ್ಚ್ 2026	[1387, 69, 1494, 88]
srilanka-col1	[330, 1626, 484, 1856]
sparde-caption-body: ಯಾವ ದೇವರನ್ನು ಪೂಜಿಸಬೇಕು ಎನ್ನುವುದು ಭಾರತೀಯರಲ್ಲಿ ವೈವಿಧ್ಯತೆ ಇದೆ. ಹಿಂದು ಎನ್ನುವುದು ಧರ್ಮವಲ್ಲ ಅದು ಜೀವ ಪದ್ಧತಿ. ಜನರನ್ನು ಒಂದುಗೂಡಿಸುವ ಶಕ್ತಿ ಹಿಂದುತ್ವಕ್ಕಿದೆ. ರಾಷ್ಟ್ರೀಯ ಸ್ವಯಂಸೇವಕ ಸಂಘ ದೇಶದ ಒಳಿತಿಗಾಗಿ ಕೆಲಸ ಮಾಡುತ್ತಿದೆ ಎಂದು ರಾಜೇಶ್ ಪದ್ಮಾರ್ ವ್ಯಾಖ್ಯಾನಿಸಿದರು.	[599, 1013, 1075, 1063]
registration-dot-group	[215, 2349, 301, 2369]
lokayukta-c1: ಮಹಾನಗರ ಪಾಲಿಕೆಯ ಇಂಜಿನಿಯರ್ ಮನೆ ಮೇಲೆ ಲೋಕಾಯುಕ್ತ ಅಧಿಕಾರಿಗಳು ದಾಳಿ ನಡೆಸಿ 6.82 ಕೋಟಿ ರೂ. ಮೌಲ್ಯದ ಆಸ್ತಿ ಪತ್ತೆ ಹಚ್ಚಿದ್ದಾರೆ.	[820, 1764, 1041, 1812]
sign-text: ನಿಮ್ಮ ಸಾಧನೆಗೆ ಶ್ಲಾಘನೆ. ಖರ್ಚು ಹೆಚ್ಚು. ಆರೋಗ್ಯದ ಕಡೆ ಗಮನ ಇರಲಿ.	[218, 1248, 307, 1310]
horoscope-sign	[183, 1647, 313, 1786]
sign-name: ಸಿಂಹ	[80, 1508, 104, 1525]
sign-name: ಕಟಕ	[80, 1369, 103, 1386]
masthead-date-block	[1333, 46, 1494, 131]
airport-garden-photo	[45, 306, 206, 421]
sparde-col1	[330, 763, 584, 1344]
sharavathi-body-block	[362, 1970, 667, 2335]
sign-text: ಕೆಲಸದಲ್ಲಿ ಮಗ್ನರಾಗುವಿರಿ. ಆತ್ಮೀಯರ ಸಲಹೆ ಉಪಯುಕ್ತ. ಖರ್ಚಿನ ಮೇಲೆ ನಿಯಂತ್ರಣ.	[80, 1664, 175, 1727]
nishanth-headline: ನಿಶಾಂತ್ ಇಂದು ರಾಜಕೀಯಕ್ಕೆ	[45, 1881, 293, 1910]
up-stat-item: ಪಾರದರ್ಶಕ ನೇಮಕಾತಿ: 1500ಕ್ಕೂ ಹೆಚ್ಚು	[977, 540, 1192, 566]
horoscope-sign	[183, 1091, 313, 1230]
lokayukta-headline: ಲೋಕಾಯುಕ್ತ ದಾಳಿ: 6.82 ಕೋಟಿ ಮೌಲ್ಯದ ಆಸ್ತಿ ಪತ್ತೆ	[820, 1720, 1353, 1752]
iran-col2	[1304, 712, 1504, 998]
registration-dot	[1338, 2349, 1355, 2366]
sign-text: ಸ್ನೇಹಿತರೊಂದಿಗೆ ರೋಚಕ ಸಂಭಾಷಣೆ. ಉದ್ಯೋಗದಲ್ಲಿ ಅನುಕೂಲ. ಆರೋಗ್ಯದ ಬಗ್ಗೆ ಎಚ್ಚರ ವಹಿಸಿ.	[80, 1109, 173, 1187]
lokayukta-dateline: ಹಾಸನ:	[820, 1764, 849, 1778]
iran-us-title: ಇರಾನ್‌ಗೆ ಕಾದಿದೆ ದೊಡ್ಡ ದಾಳಿ: ಯುಎಸ್	[1107, 1180, 1376, 1203]
cm-sub: ಆಯವ್ಯಯ ಕುರಿತು ಚರ್ಚೆ:	[453, 1458, 559, 1472]
registration-dot	[999, 2349, 1016, 2366]
lokayukta-col2: ಪಾಲಿಕೆ ಇಂಜಿನಿಯರ್ ಅವರ ನಿವಾಸ ಹಾಗೂ ಕಚೇರಿ ಸೇರಿ ವಿವಿಧ ಕಡೆಗಳಲ್ಲಿ ಏಕಕಾಲಕ್ಕೆ ದಾಳಿ ನಡೆಸಲಾಯಿತು. 200.74 ಗ್ರಾಂ ಚಿನ್ನ ಸೇರಿ ಹಲವು ದಾಖಲೆಗಳನ್ನು ವಶಪಡಿಸಿಕೊಳ್ಳಲಾಗಿದೆ.	[1049, 1764, 1270, 1829]
nitish-box	[45, 2105, 349, 2335]
zodiac-icon: ♑	[183, 1369, 212, 1398]
section-colorbar	[323, 1864, 1504, 1870]
zodiac-icon: ♉	[45, 1091, 74, 1120]
registration-dot	[260, 2349, 277, 2366]
sharavathi-pti-mark: ಪುಟ ೧ ರಿಂದ	[362, 1972, 419, 1985]
sign-text: ಸಂಬಂಧದಲ್ಲಿ ಬಿರುಕು ಉಂಟಾಗದಂತೆ ನೋಡಿಕೊಳ್ಳಿ. ಆರ್ಥಿಕ ಸ್ಥಿತಿ ಸುಧಾರಣೆ. ಹಿರಿಯರ ಸಲಹೆ ಪಾಲಿಸಿ.	[218, 970, 311, 1048]
registration-dot	[978, 2349, 994, 2366]
section-title: ಕರ್ನಾಟಕ	[796, 49, 985, 122]
iran-us-box	[1100, 1176, 1504, 1336]
kidi-quote1b: -ಯುವಜನತೆಗೆ ಇದು ಶ್ಲಾಘನೀಯ: ಕಾರ್ಯಕ್ರಮದಲ್ಲಿ ಸಚಿವ	[60, 782, 293, 797]
sparde-col3-text: ಹಲವು ಪ್ರತಿಭೆಗಳು ತಮ್ಮ ತಕ್ಕಿಗನ್ನು ಮಾಡುವ ಹಾಗೆ ಇದು ಒಂದು ವೇದಿಕೆ ಆಗಿದೆ ಎಂದು ದಕ್ಷಿಣ ಪ್ರಾಂತ ಪ್ರಚಾರ ಪ್ರಮುಖ್ ರಾಜೇಶ್ ಪದ್ಮಾರ್ ಮಾತನಾಡಿ, ನಮ್ಮಲ್ಲಿ ಇರುವ ಬರವಣಿಗೆಯ ಕೌಶಲವನ್ನು ಬೆಳೆಸಿಕೊಳ್ಳಬೇಕು ಎಂದು ಸಲಹೆ ನೀಡಿದರು.	[837, 1251, 1083, 1318]
sign-name: ಮೀನ	[218, 1647, 245, 1664]
iran-us-body: ಇರಾನ್ ನಾಯಕರು ತಕ್ಷಣ ಶರಣಾಗದಿದ್ದರೆ ಇನ್ನಷ್ಟು ದೊಡ್ಡ ಪ್ರಮಾಣದ ದಾಳಿ ನಡೆಸಲಾಗುವುದು ಎಂದು ಅಮೆರಿಕ ರಕ್ಷಣಾ ಕಾರ್ಯದರ್ಶಿ ಎಚ್ಚರಿಸಿದ್ದಾರೆ. ಇದುವರೆಗೆ ಇರಾನ್‌ನಲ್ಲಿ 1230ಕ್ಕೂ ಹೆಚ್ಚು ಮಂದಿ ಸಾವನ್ನಪ್ಪಿದ್ದು, ಲೆಬನಾನ್‌ನಲ್ಲಿ 200 ಮತ್ತು ಇಸ್ರೇಲ್‌ನಲ್ಲಿ 11 ಮಂದಿ ಬಲಿಯಾಗಿದ್ದಾರೆ.	[1107, 1207, 1496, 1257]
vertical-divider	[465, 146, 466, 599]
sign-name: ಮಕರ	[218, 1369, 247, 1386]
